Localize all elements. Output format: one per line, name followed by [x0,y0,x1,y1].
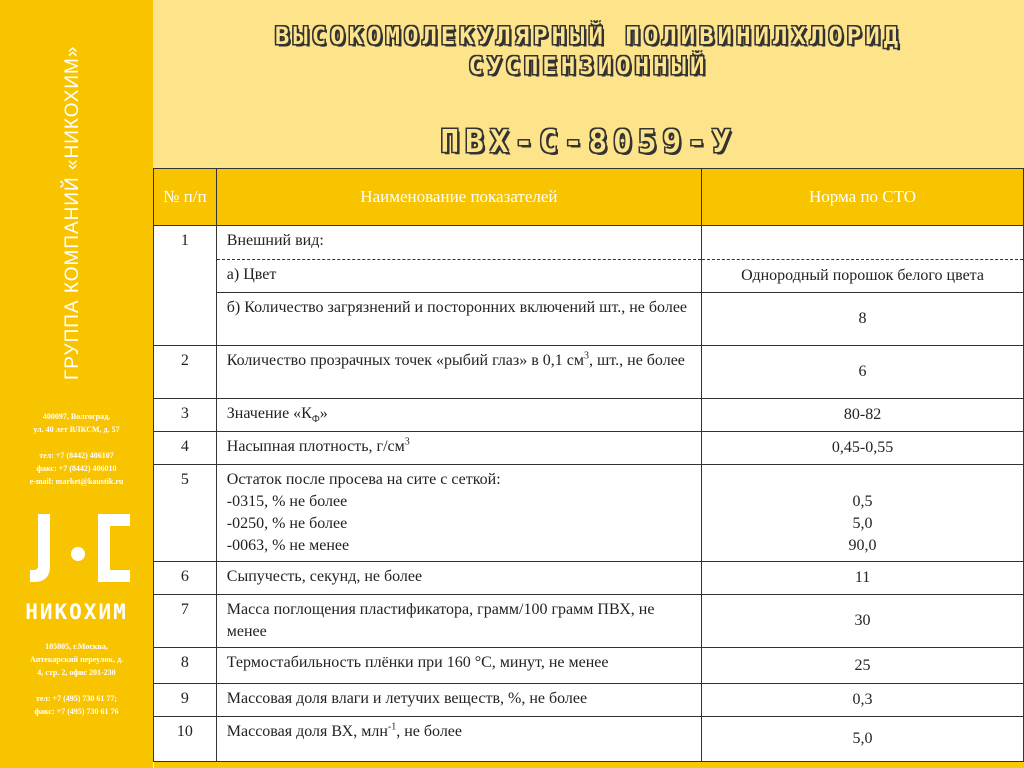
row-norm: Однородный порошок белого цвета [702,260,1024,293]
row-number: 10 [154,717,217,762]
nikohim-logo-icon [28,510,138,590]
table-row [154,717,1024,762]
row-norm: 11 [702,562,1024,595]
table-header-row [154,169,1024,226]
row-norm: 30 [702,595,1024,648]
volgograd-address: 400097, Волгоград, ул. 40 лет ВЛКСМ, д. 57 тел: +7 (8442) 406107 факс: +7 (8442) 406010 e-mail: market@kaustik.ru [29,412,124,486]
row-norm: 0,3 [702,684,1024,717]
row-name: Масса поглощения пластификатора, грамм/100 грамм ПВХ, не менее [216,595,701,648]
product-code: ПВХ-С-8059-У [440,124,737,160]
row-name: б) Количество загрязнений и посторонних включений шт., не более [216,293,701,346]
page-title-line1: ВЫСОКОМОЛЕКУЛЯРНЫЙ ПОЛИВИНИЛХЛОРИД [274,22,903,50]
row-number: 8 [154,648,217,684]
row-number: 3 [154,399,217,432]
row-norm: 80-82 [702,399,1024,432]
moscow-address: 105005, г.Москва, Аптекарский переулок, д. 4, стр. 2, офис 201-230 тел: +7 (495) 730 61 77; факс: +7 (495) 730 61 76 [29,642,124,716]
table-row [154,562,1024,595]
column-header-name: Наименование показателей [216,169,701,226]
row-norm: 8 [702,293,1024,346]
page-title-line2: СУСПЕНЗИОННЫЙ [468,52,709,80]
row-number: 2 [154,346,217,399]
table-row [154,432,1024,465]
row-name: Насыпная плотность, $г/см^3$ [216,432,701,465]
row-name: Термостабильность плёнки при 160 °С, минут, не менее [216,648,701,684]
table-row [154,399,1024,432]
row-norm: 0,45-0,55 [702,432,1024,465]
table-row [154,595,1024,648]
row-number: 6 [154,562,217,595]
row-number: 1 [154,226,217,346]
sidebar [0,0,154,768]
row-name: Сыпучесть, секунд, не более [216,562,701,595]
row-number: 9 [154,684,217,717]
table-row [154,293,1024,346]
row-norm: 5,0 [702,717,1024,762]
table-row [154,684,1024,717]
row-name: Остаток после просева на сите с сеткой: -0315, % не более -0250, % не более -0063, % не менее [216,465,701,562]
row-name: Количество прозрачных точек «рыбий глаз» в 0,1 $см^3$, шт., не более [216,346,701,399]
row-norm: 6 [702,346,1024,399]
row-name: Массовая доля влаги и летучих веществ, %, не более [216,684,701,717]
company-group-title: ГРУППА КОМПАНИЙ «НИКОХИМ» [62,45,83,380]
row-norm [702,226,1024,260]
row-name: Массовая доля ВХ, млн$^{-1}$, не более [216,717,701,762]
table-row [154,226,1024,260]
row-name: Значение «$К_Ф$» [216,399,701,432]
row-number: 4 [154,432,217,465]
page-header [153,0,1024,168]
row-norm: 25 [702,648,1024,684]
table-row [154,648,1024,684]
row-norm: 0,5 5,0 90,0 [702,465,1024,562]
brand-name: НИКОХИМ [25,600,128,624]
specification-table [153,168,1024,762]
column-header-num: № п/п [154,169,217,226]
table-row [154,346,1024,399]
row-number: 5 [154,465,217,562]
table-row [154,260,1024,293]
column-header-norm: Норма по СТО [702,169,1024,226]
table-row [154,465,1024,562]
row-name: Внешний вид: [216,226,701,260]
row-name: а) Цвет [216,260,701,293]
row-number: 7 [154,595,217,648]
